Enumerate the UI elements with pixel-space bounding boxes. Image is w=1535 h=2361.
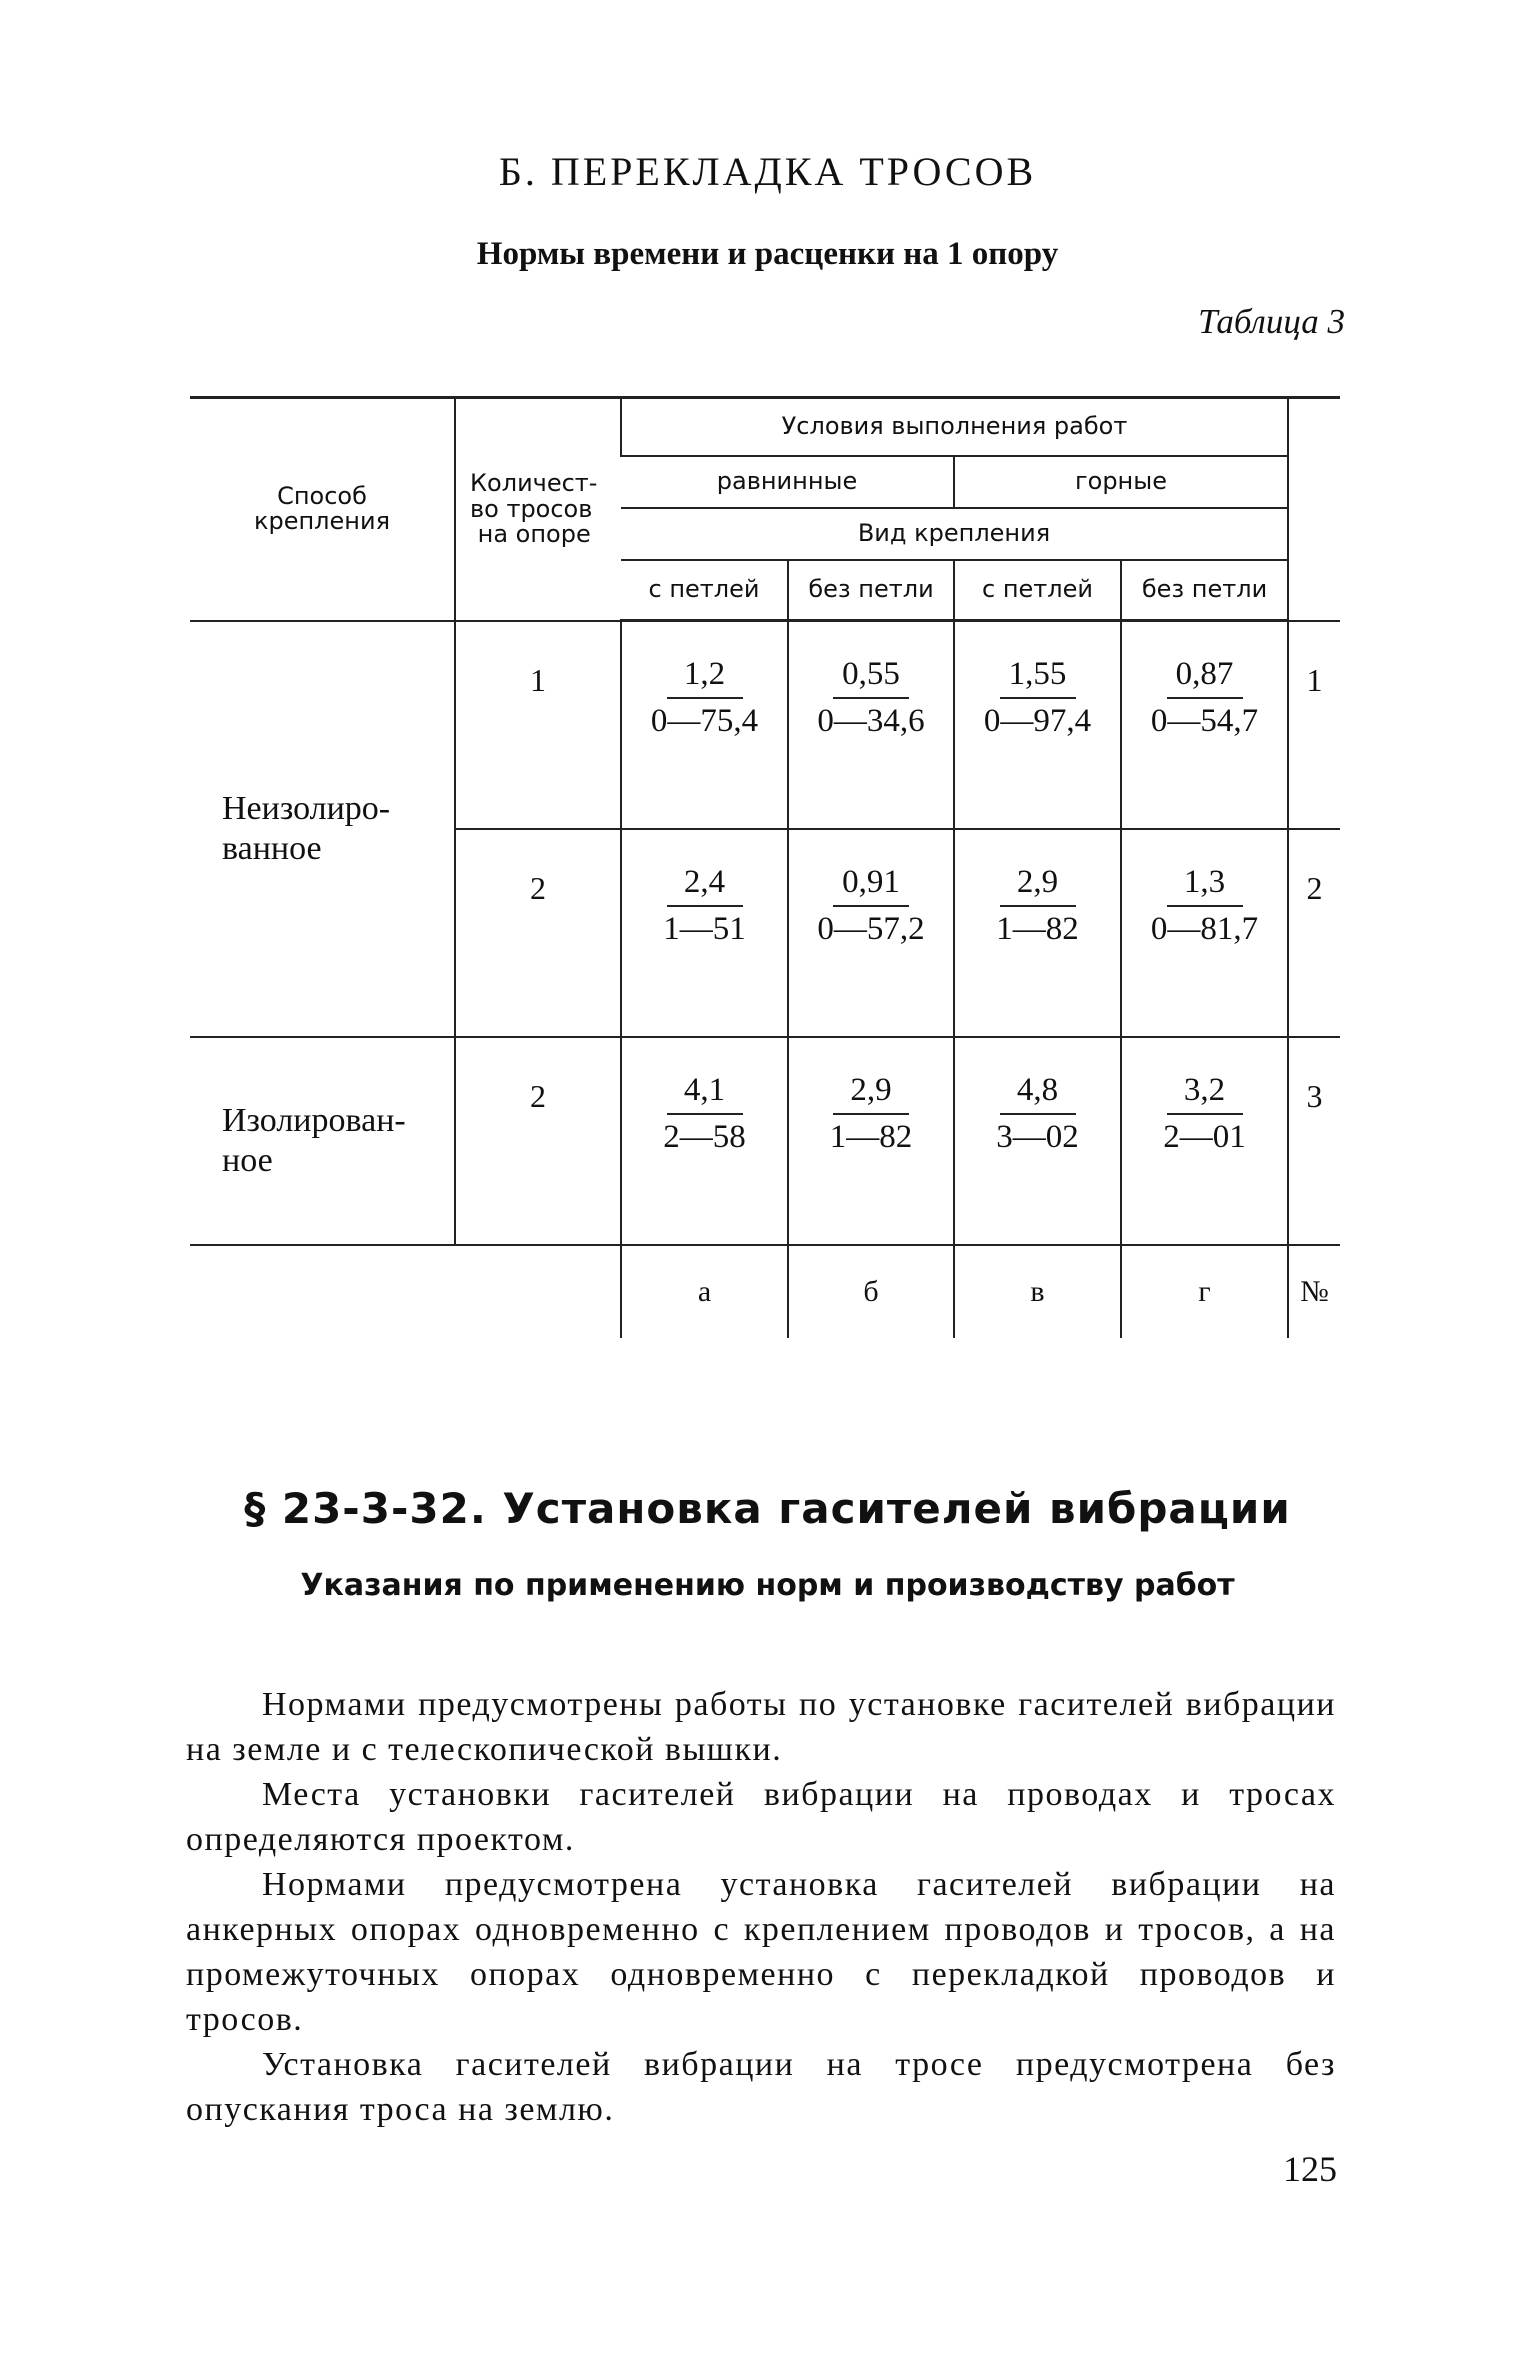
norm-cell: 4,1 2—58 (621, 1037, 788, 1245)
page-number: 125 (1283, 2149, 1337, 2189)
norm-cell: 3,2 2—01 (1121, 1037, 1288, 1245)
method-cell: Неизолиро-ванное (190, 621, 455, 1037)
count-cell: 1 (455, 621, 621, 829)
norm-cell: 2,4 1—51 (621, 829, 788, 1037)
norm-cell: 4,8 3—02 (954, 1037, 1121, 1245)
section-title: Б. ПЕРЕКЛАДКА ТРОСОВ (498, 149, 1037, 194)
header-rownum-blank (1288, 398, 1340, 621)
paragraph-title: § 23-3-32. Установка гасителей вибрации (244, 1484, 1291, 1533)
norm-cell: 2,9 1—82 (788, 1037, 954, 1245)
header-count: Количест- во тросов на опоре (455, 398, 621, 621)
norm-cell: 0,55 0—34,6 (788, 621, 954, 829)
footer-blank (455, 1245, 621, 1338)
header-mountain: горные (954, 456, 1288, 508)
paragraph: Нормами предусмотрены работы по установке гасителей вибрации на земле и с телескопической вышки. (186, 1686, 1336, 1768)
table-row (190, 621, 1340, 829)
norms-table (190, 396, 1340, 1338)
header-without-loop: без петли (788, 560, 954, 621)
norm-cell: 1,2 0—75,4 (621, 621, 788, 829)
footer-number-sign: № (1288, 1245, 1340, 1338)
header-fastening-type: Вид крепления (621, 508, 1288, 560)
footer-letter: б (788, 1245, 954, 1338)
norm-cell: 1,3 0—81,7 (1121, 829, 1288, 1037)
header-without-loop: без петли (1121, 560, 1288, 621)
footer-letter: в (954, 1245, 1121, 1338)
table-row (190, 1037, 1340, 1245)
table-subtitle: Нормы времени и расценки на 1 опору (476, 236, 1059, 272)
paragraph: Установка гасителей вибрации на тросе предусмотрена без опускания троса на землю. (186, 2046, 1336, 2128)
norm-cell: 1,55 0—97,4 (954, 621, 1121, 829)
header-with-loop: с петлей (954, 560, 1121, 621)
paragraph-subtitle: Указания по применению норм и производству работ (300, 1568, 1235, 1603)
norm-cell: 0,91 0—57,2 (788, 829, 954, 1037)
norm-cell: 2,9 1—82 (954, 829, 1121, 1037)
footer-letter: а (621, 1245, 788, 1338)
header-plain: равнинные (621, 456, 954, 508)
header-conditions: Условия выполнения работ (621, 398, 1288, 457)
footer-blank (190, 1245, 455, 1338)
paragraph: Места установки гасителей вибрации на проводах и тросах определяются проектом. (186, 1776, 1336, 1858)
method-cell: Изолирован-ное (190, 1037, 455, 1245)
header-with-loop: с петлей (621, 560, 788, 621)
body-text (186, 1682, 1336, 2132)
footer-letter: г (1121, 1245, 1288, 1338)
count-cell: 2 (455, 829, 621, 1037)
count-cell: 2 (455, 1037, 621, 1245)
norm-cell: 0,87 0—54,7 (1121, 621, 1288, 829)
table-footer-row (190, 1245, 1340, 1338)
header-method: Способ крепления (190, 398, 455, 621)
row-number: 3 (1288, 1037, 1340, 1245)
row-number: 1 (1288, 621, 1340, 829)
paragraph: Нормами предусмотрена установка гасителей вибрации на анкерных опорах одновременно с креплением проводов и тросов, а на промежуточных опорах одновременно с перекладкой проводов и тросов. (186, 1866, 1336, 2038)
table-label: Таблица 3 (1198, 302, 1345, 341)
row-number: 2 (1288, 829, 1340, 1037)
